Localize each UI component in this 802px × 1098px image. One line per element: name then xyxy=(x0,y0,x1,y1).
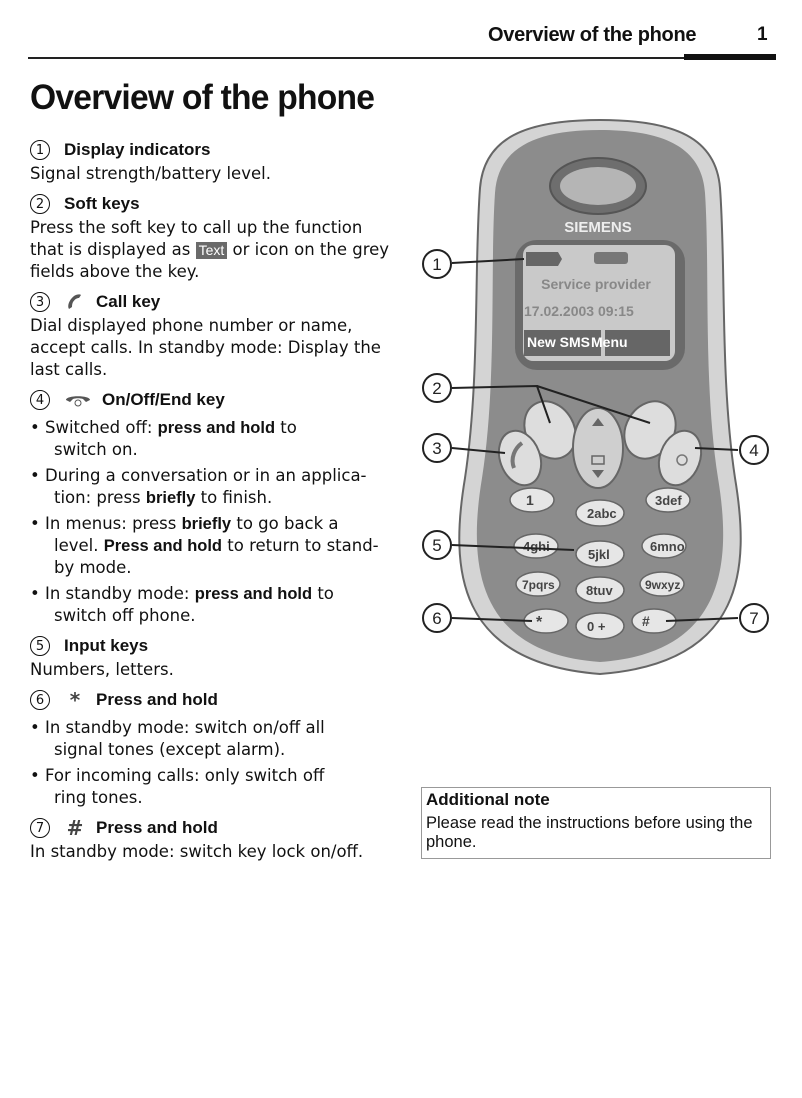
key-label: 0 + xyxy=(587,619,606,634)
callout-label: 7 xyxy=(749,609,759,628)
text-run: or icon on the grey fields above the key. xyxy=(30,240,390,281)
text-run: signal tones (except alarm). xyxy=(54,740,286,759)
emphasis: press and hold xyxy=(194,585,313,603)
note-body: Please read the instructions before using the phone. xyxy=(426,814,753,851)
item-label: Input keys xyxy=(64,636,149,655)
callout-number: 7 xyxy=(30,818,50,838)
description-column xyxy=(30,131,400,863)
note-title: Additional note xyxy=(426,790,550,809)
header-rule xyxy=(28,57,776,59)
phone-illustration xyxy=(420,118,780,682)
key-label: 4ghi xyxy=(523,539,550,554)
item-text: Dial displayed phone number or name, accept calls. In standby mode: Display the last calls. xyxy=(30,316,381,379)
page-number: 1 xyxy=(757,24,768,45)
callout-number: 4 xyxy=(30,390,50,410)
key-label: 7pqrs xyxy=(522,578,555,592)
callout-label: 2 xyxy=(432,379,442,398)
emphasis: briefly xyxy=(145,489,196,507)
emphasis: press and hold xyxy=(157,419,276,437)
callout-label: 5 xyxy=(432,536,442,555)
key-label: 1 xyxy=(526,492,534,508)
item-text: Numbers, letters. xyxy=(30,660,174,679)
text-run: tion: press xyxy=(54,488,146,507)
item-label: Call key xyxy=(96,292,161,311)
callout-number: 6 xyxy=(30,690,50,710)
key-label: # xyxy=(642,613,650,629)
call-key-icon xyxy=(64,292,86,312)
page-title: Overview of the phone xyxy=(30,78,375,117)
text-run: by mode. xyxy=(54,558,132,577)
item-display-indicators-head xyxy=(30,137,400,163)
bullet-item xyxy=(30,717,400,761)
item-input-keys-head xyxy=(30,633,400,659)
key-label: 8tuv xyxy=(586,583,613,598)
item-soft-keys-head xyxy=(30,191,400,217)
softkey-left-label: New SMS xyxy=(527,334,591,350)
item-star-key-head xyxy=(30,687,400,713)
text-run: switch off phone. xyxy=(54,606,196,625)
screen-provider: Service provider xyxy=(541,276,651,292)
star-key-icon: * xyxy=(69,688,81,712)
text-run: • For incoming calls: only switch off xyxy=(30,766,325,785)
item-hash-key-head xyxy=(30,815,400,841)
item-label: Press and hold xyxy=(96,818,218,837)
text-run: to xyxy=(312,584,334,603)
bullet-item xyxy=(30,465,400,509)
callout-number: 5 xyxy=(30,636,50,656)
item-call-key-head xyxy=(30,289,400,315)
running-header-title: Overview of the phone xyxy=(488,24,697,46)
phone-brand: SIEMENS xyxy=(564,219,632,236)
callout-label: 3 xyxy=(432,439,442,458)
text-run: to go back a xyxy=(231,514,339,533)
bullet-item xyxy=(30,417,400,461)
text-run: to xyxy=(275,418,297,437)
text-run: to return to stand- xyxy=(222,536,379,555)
callout-label: 6 xyxy=(432,609,442,628)
text-run: level. xyxy=(54,536,104,555)
battery-indicator-icon xyxy=(594,252,628,264)
emphasis: briefly xyxy=(181,515,232,533)
item-label: Display indicators xyxy=(64,140,211,159)
key-label: 2abc xyxy=(587,506,617,521)
text-run: • In standby mode: xyxy=(30,584,195,603)
end-key-icon xyxy=(64,390,92,410)
bullet-item xyxy=(30,583,400,627)
text-run: ring tones. xyxy=(54,788,143,807)
bullet-item xyxy=(30,513,400,579)
key-label: 5jkl xyxy=(588,547,610,562)
screen-datetime: 17.02.2003 09:15 xyxy=(524,303,634,319)
item-label: On/Off/End key xyxy=(102,390,225,409)
text-chip: Text xyxy=(196,242,228,259)
softkey-right-label: Menu xyxy=(591,334,628,350)
callout-number: 2 xyxy=(30,194,50,214)
key-label: 6mno xyxy=(650,539,685,554)
key-label: * xyxy=(536,614,543,631)
text-run: • Switched off: xyxy=(30,418,158,437)
text-run: • In menus: press xyxy=(30,514,182,533)
text-run: to finish. xyxy=(195,488,273,507)
item-text xyxy=(30,217,400,283)
item-text: In standby mode: switch key lock on/off. xyxy=(30,842,364,861)
item-label: Press and hold xyxy=(96,690,218,709)
emphasis: Press and hold xyxy=(103,537,223,555)
item-end-key-head xyxy=(30,387,400,413)
callout-label: 1 xyxy=(432,255,442,274)
callout-label: 4 xyxy=(749,441,759,460)
additional-note-box xyxy=(421,787,771,859)
callout-number: 3 xyxy=(30,292,50,312)
callout-number: 1 xyxy=(30,140,50,160)
item-label: Soft keys xyxy=(64,194,140,213)
text-run: • During a conversation or in an applica- xyxy=(30,466,367,485)
text-run: Press the soft key to call up the function that is displayed as xyxy=(30,218,363,259)
text-run: switch on. xyxy=(54,440,138,459)
header-rule-accent xyxy=(684,54,776,60)
key-label: 3def xyxy=(655,493,682,508)
item-text: Signal strength/battery level. xyxy=(30,164,271,183)
key-label: 9wxyz xyxy=(645,578,681,592)
text-run: • In standby mode: switch on/off all xyxy=(30,718,325,737)
bullet-item xyxy=(30,765,400,809)
signal-indicator-icon xyxy=(526,252,562,266)
hash-key-icon: # xyxy=(66,816,84,840)
